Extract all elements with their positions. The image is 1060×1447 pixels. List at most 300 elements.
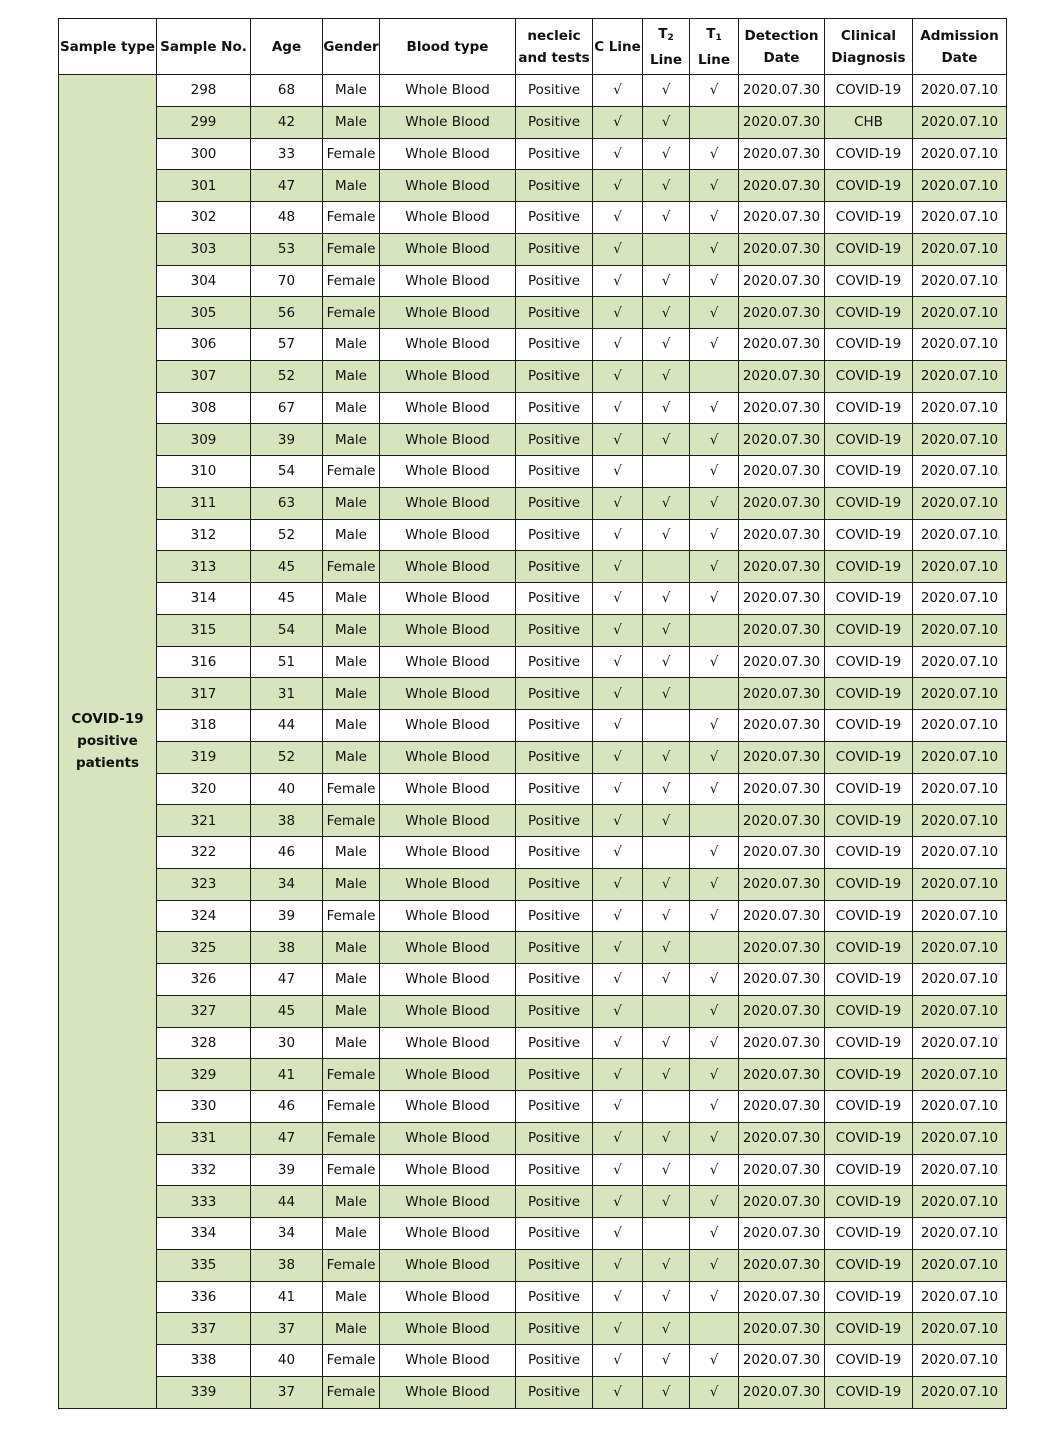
cell-nucleic-test: Positive — [516, 170, 593, 202]
cell-blood-type: Whole Blood — [380, 487, 516, 519]
cell-clinical-diagnosis: COVID-19 — [825, 773, 913, 805]
cell-blood-type: Whole Blood — [380, 1281, 516, 1313]
cell-gender: Male — [323, 837, 380, 869]
cell-t1-line — [690, 360, 739, 392]
table-row — [59, 964, 1007, 996]
cell-gender: Female — [323, 456, 380, 488]
cell-blood-type: Whole Blood — [380, 1027, 516, 1059]
cell-age: 45 — [251, 551, 323, 583]
header-age: Age — [251, 19, 323, 75]
cell-detection-date: 2020.07.30 — [739, 138, 825, 170]
cell-detection-date: 2020.07.30 — [739, 75, 825, 107]
cell-t2-line: √ — [643, 614, 690, 646]
header-gender: Gender — [323, 19, 380, 75]
cell-blood-type: Whole Blood — [380, 360, 516, 392]
cell-nucleic-test: Positive — [516, 138, 593, 170]
cell-c-line: √ — [593, 837, 643, 869]
cell-admission-date: 2020.07.10 — [913, 1281, 1007, 1313]
cell-age: 57 — [251, 329, 323, 361]
cell-blood-type: Whole Blood — [380, 392, 516, 424]
cell-gender: Male — [323, 75, 380, 107]
cell-t1-line: √ — [690, 900, 739, 932]
cell-c-line: √ — [593, 900, 643, 932]
cell-admission-date: 2020.07.10 — [913, 1249, 1007, 1281]
cell-sample-no: 330 — [157, 1091, 251, 1123]
cell-sample-no: 334 — [157, 1218, 251, 1250]
cell-admission-date: 2020.07.10 — [913, 75, 1007, 107]
cell-nucleic-test: Positive — [516, 868, 593, 900]
cell-t1-line: √ — [690, 456, 739, 488]
cell-gender: Male — [323, 1186, 380, 1218]
cell-age: 39 — [251, 900, 323, 932]
cell-age: 31 — [251, 678, 323, 710]
sample-type-group — [59, 75, 157, 1409]
cell-blood-type: Whole Blood — [380, 1376, 516, 1408]
cell-t2-line — [643, 710, 690, 742]
cell-nucleic-test: Positive — [516, 487, 593, 519]
cell-sample-no: 307 — [157, 360, 251, 392]
cell-t2-line: √ — [643, 1186, 690, 1218]
cell-sample-no: 305 — [157, 297, 251, 329]
table-row — [59, 710, 1007, 742]
cell-nucleic-test: Positive — [516, 932, 593, 964]
cell-age: 41 — [251, 1059, 323, 1091]
cell-gender: Female — [323, 900, 380, 932]
table-row — [59, 646, 1007, 678]
cell-t1-line: √ — [690, 1059, 739, 1091]
table-row — [59, 805, 1007, 837]
cell-t2-line: √ — [643, 329, 690, 361]
cell-t2-line: √ — [643, 170, 690, 202]
cell-nucleic-test: Positive — [516, 297, 593, 329]
cell-t1-line: √ — [690, 964, 739, 996]
cell-admission-date: 2020.07.10 — [913, 1218, 1007, 1250]
table-row — [59, 360, 1007, 392]
cell-t2-line: √ — [643, 106, 690, 138]
table-row — [59, 487, 1007, 519]
cell-detection-date: 2020.07.30 — [739, 456, 825, 488]
cell-detection-date: 2020.07.30 — [739, 837, 825, 869]
cell-c-line: √ — [593, 964, 643, 996]
cell-c-line: √ — [593, 1186, 643, 1218]
cell-gender: Male — [323, 424, 380, 456]
cell-detection-date: 2020.07.30 — [739, 773, 825, 805]
cell-clinical-diagnosis: COVID-19 — [825, 519, 913, 551]
cell-nucleic-test: Positive — [516, 741, 593, 773]
cell-clinical-diagnosis: COVID-19 — [825, 297, 913, 329]
cell-t1-line — [690, 614, 739, 646]
cell-admission-date: 2020.07.10 — [913, 583, 1007, 615]
cell-clinical-diagnosis: COVID-19 — [825, 392, 913, 424]
cell-blood-type: Whole Blood — [380, 995, 516, 1027]
cell-gender: Male — [323, 868, 380, 900]
cell-age: 37 — [251, 1376, 323, 1408]
cell-t2-line: √ — [643, 75, 690, 107]
cell-clinical-diagnosis: COVID-19 — [825, 265, 913, 297]
header-t1-line: $T_1$ Line — [690, 19, 739, 75]
cell-sample-no: 301 — [157, 170, 251, 202]
cell-t1-line: √ — [690, 773, 739, 805]
cell-blood-type: Whole Blood — [380, 773, 516, 805]
table-row — [59, 138, 1007, 170]
cell-clinical-diagnosis: COVID-19 — [825, 932, 913, 964]
cell-blood-type: Whole Blood — [380, 1345, 516, 1377]
cell-c-line: √ — [593, 710, 643, 742]
cell-c-line: √ — [593, 202, 643, 234]
cell-admission-date: 2020.07.10 — [913, 1059, 1007, 1091]
cell-detection-date: 2020.07.30 — [739, 1281, 825, 1313]
cell-sample-no: 317 — [157, 678, 251, 710]
cell-nucleic-test: Positive — [516, 360, 593, 392]
cell-nucleic-test: Positive — [516, 456, 593, 488]
cell-t1-line: √ — [690, 868, 739, 900]
cell-sample-no: 329 — [157, 1059, 251, 1091]
cell-admission-date: 2020.07.10 — [913, 646, 1007, 678]
cell-nucleic-test: Positive — [516, 646, 593, 678]
table-row — [59, 1059, 1007, 1091]
cell-blood-type: Whole Blood — [380, 1122, 516, 1154]
cell-t2-line — [643, 233, 690, 265]
cell-clinical-diagnosis: COVID-19 — [825, 868, 913, 900]
cell-detection-date: 2020.07.30 — [739, 202, 825, 234]
cell-clinical-diagnosis: COVID-19 — [825, 170, 913, 202]
cell-blood-type: Whole Blood — [380, 138, 516, 170]
cell-c-line: √ — [593, 297, 643, 329]
cell-detection-date: 2020.07.30 — [739, 1313, 825, 1345]
cell-blood-type: Whole Blood — [380, 837, 516, 869]
cell-detection-date: 2020.07.30 — [739, 1059, 825, 1091]
cell-c-line: √ — [593, 1376, 643, 1408]
cell-gender: Female — [323, 773, 380, 805]
table-row — [59, 1218, 1007, 1250]
cell-c-line: √ — [593, 1091, 643, 1123]
cell-clinical-diagnosis: COVID-19 — [825, 1059, 913, 1091]
cell-c-line: √ — [593, 805, 643, 837]
header-c-line: C Line — [593, 19, 643, 75]
cell-gender: Male — [323, 360, 380, 392]
cell-clinical-diagnosis: COVID-19 — [825, 1154, 913, 1186]
table-row — [59, 1091, 1007, 1123]
table-row — [59, 900, 1007, 932]
cell-age: 53 — [251, 233, 323, 265]
cell-detection-date: 2020.07.30 — [739, 233, 825, 265]
cell-age: 40 — [251, 773, 323, 805]
cell-nucleic-test: Positive — [516, 1091, 593, 1123]
cell-clinical-diagnosis: COVID-19 — [825, 837, 913, 869]
cell-t2-line — [643, 1218, 690, 1250]
header-row — [59, 19, 1007, 75]
cell-t2-line: √ — [643, 487, 690, 519]
cell-gender: Male — [323, 170, 380, 202]
cell-gender: Male — [323, 329, 380, 361]
cell-clinical-diagnosis: COVID-19 — [825, 202, 913, 234]
cell-t2-line: √ — [643, 265, 690, 297]
cell-gender: Female — [323, 265, 380, 297]
cell-t1-line — [690, 932, 739, 964]
cell-t2-line: √ — [643, 964, 690, 996]
cell-t2-line: √ — [643, 1059, 690, 1091]
header-blood-type: Blood type — [380, 19, 516, 75]
cell-t2-line: √ — [643, 1345, 690, 1377]
cell-blood-type: Whole Blood — [380, 805, 516, 837]
cell-sample-no: 318 — [157, 710, 251, 742]
cell-sample-no: 308 — [157, 392, 251, 424]
cell-t1-line: √ — [690, 710, 739, 742]
cell-clinical-diagnosis: COVID-19 — [825, 741, 913, 773]
cell-age: 63 — [251, 487, 323, 519]
cell-clinical-diagnosis: COVID-19 — [825, 646, 913, 678]
cell-admission-date: 2020.07.10 — [913, 932, 1007, 964]
cell-c-line: √ — [593, 424, 643, 456]
cell-age: 46 — [251, 837, 323, 869]
cell-clinical-diagnosis: COVID-19 — [825, 233, 913, 265]
cell-admission-date: 2020.07.10 — [913, 678, 1007, 710]
cell-blood-type: Whole Blood — [380, 202, 516, 234]
cell-gender: Male — [323, 1281, 380, 1313]
cell-t2-line: √ — [643, 868, 690, 900]
cell-nucleic-test: Positive — [516, 773, 593, 805]
cell-t2-line: √ — [643, 1249, 690, 1281]
cell-sample-no: 326 — [157, 964, 251, 996]
cell-sample-no: 335 — [157, 1249, 251, 1281]
cell-nucleic-test: Positive — [516, 329, 593, 361]
cell-admission-date: 2020.07.10 — [913, 170, 1007, 202]
cell-age: 52 — [251, 519, 323, 551]
cell-gender: Male — [323, 1218, 380, 1250]
cell-c-line: √ — [593, 678, 643, 710]
cell-nucleic-test: Positive — [516, 1027, 593, 1059]
cell-gender: Female — [323, 138, 380, 170]
table-row — [59, 1313, 1007, 1345]
cell-age: 40 — [251, 1345, 323, 1377]
cell-t1-line: √ — [690, 646, 739, 678]
table-row — [59, 1281, 1007, 1313]
cell-gender: Male — [323, 1313, 380, 1345]
cell-blood-type: Whole Blood — [380, 741, 516, 773]
cell-t1-line: √ — [690, 392, 739, 424]
cell-gender: Male — [323, 932, 380, 964]
cell-blood-type: Whole Blood — [380, 1059, 516, 1091]
cell-nucleic-test: Positive — [516, 551, 593, 583]
cell-clinical-diagnosis: COVID-19 — [825, 1376, 913, 1408]
cell-sample-no: 311 — [157, 487, 251, 519]
cell-nucleic-test: Positive — [516, 837, 593, 869]
cell-age: 30 — [251, 1027, 323, 1059]
cell-t1-line: √ — [690, 1281, 739, 1313]
cell-t1-line — [690, 1313, 739, 1345]
cell-gender: Female — [323, 233, 380, 265]
cell-t1-line: √ — [690, 297, 739, 329]
cell-c-line: √ — [593, 741, 643, 773]
cell-t1-line: √ — [690, 75, 739, 107]
cell-age: 34 — [251, 1218, 323, 1250]
cell-gender: Male — [323, 1027, 380, 1059]
table-row — [59, 75, 1007, 107]
cell-admission-date: 2020.07.10 — [913, 837, 1007, 869]
cell-age: 44 — [251, 710, 323, 742]
cell-gender: Male — [323, 519, 380, 551]
cell-detection-date: 2020.07.30 — [739, 1345, 825, 1377]
cell-nucleic-test: Positive — [516, 202, 593, 234]
table-row — [59, 583, 1007, 615]
cell-t2-line — [643, 551, 690, 583]
cell-detection-date: 2020.07.30 — [739, 678, 825, 710]
cell-clinical-diagnosis: COVID-19 — [825, 75, 913, 107]
cell-sample-no: 331 — [157, 1122, 251, 1154]
cell-sample-no: 323 — [157, 868, 251, 900]
cell-t1-line: √ — [690, 329, 739, 361]
cell-t1-line: √ — [690, 1122, 739, 1154]
cell-sample-no: 319 — [157, 741, 251, 773]
cell-detection-date: 2020.07.30 — [739, 932, 825, 964]
table-row — [59, 995, 1007, 1027]
cell-clinical-diagnosis: COVID-19 — [825, 551, 913, 583]
cell-sample-no: 302 — [157, 202, 251, 234]
cell-detection-date: 2020.07.30 — [739, 583, 825, 615]
table-row — [59, 106, 1007, 138]
cell-nucleic-test: Positive — [516, 1186, 593, 1218]
table-row — [59, 456, 1007, 488]
cell-t2-line: √ — [643, 583, 690, 615]
cell-clinical-diagnosis: COVID-19 — [825, 1313, 913, 1345]
sample-type-group-label: positive — [77, 733, 138, 750]
cell-sample-no: 322 — [157, 837, 251, 869]
cell-admission-date: 2020.07.10 — [913, 773, 1007, 805]
cell-admission-date: 2020.07.10 — [913, 868, 1007, 900]
cell-clinical-diagnosis: COVID-19 — [825, 995, 913, 1027]
cell-gender: Male — [323, 678, 380, 710]
cell-c-line: √ — [593, 995, 643, 1027]
cell-gender: Female — [323, 1122, 380, 1154]
cell-blood-type: Whole Blood — [380, 265, 516, 297]
cell-c-line: √ — [593, 583, 643, 615]
cell-sample-no: 336 — [157, 1281, 251, 1313]
cell-age: 46 — [251, 1091, 323, 1123]
cell-admission-date: 2020.07.10 — [913, 329, 1007, 361]
cell-admission-date: 2020.07.10 — [913, 805, 1007, 837]
cell-blood-type: Whole Blood — [380, 551, 516, 583]
cell-c-line: √ — [593, 614, 643, 646]
cell-c-line: √ — [593, 1154, 643, 1186]
cell-clinical-diagnosis: COVID-19 — [825, 1122, 913, 1154]
cell-clinical-diagnosis: COVID-19 — [825, 138, 913, 170]
cell-detection-date: 2020.07.30 — [739, 964, 825, 996]
cell-age: 56 — [251, 297, 323, 329]
cell-t1-line: √ — [690, 487, 739, 519]
table-row — [59, 678, 1007, 710]
cell-gender: Male — [323, 487, 380, 519]
cell-t2-line: √ — [643, 138, 690, 170]
table-row — [59, 837, 1007, 869]
cell-admission-date: 2020.07.10 — [913, 233, 1007, 265]
cell-t1-line: √ — [690, 551, 739, 583]
cell-nucleic-test: Positive — [516, 678, 593, 710]
table-row — [59, 297, 1007, 329]
cell-t1-line: √ — [690, 233, 739, 265]
cell-t2-line: √ — [643, 646, 690, 678]
cell-gender: Female — [323, 202, 380, 234]
cell-clinical-diagnosis: COVID-19 — [825, 456, 913, 488]
cell-admission-date: 2020.07.10 — [913, 551, 1007, 583]
cell-t2-line — [643, 1091, 690, 1123]
cell-gender: Female — [323, 805, 380, 837]
cell-t2-line: √ — [643, 900, 690, 932]
cell-t2-line: √ — [643, 392, 690, 424]
cell-clinical-diagnosis: COVID-19 — [825, 900, 913, 932]
cell-detection-date: 2020.07.30 — [739, 424, 825, 456]
cell-blood-type: Whole Blood — [380, 646, 516, 678]
cell-c-line: √ — [593, 329, 643, 361]
cell-nucleic-test: Positive — [516, 1218, 593, 1250]
cell-detection-date: 2020.07.30 — [739, 487, 825, 519]
table-row — [59, 1027, 1007, 1059]
cell-detection-date: 2020.07.30 — [739, 519, 825, 551]
cell-nucleic-test: Positive — [516, 995, 593, 1027]
cell-age: 70 — [251, 265, 323, 297]
cell-detection-date: 2020.07.30 — [739, 297, 825, 329]
cell-detection-date: 2020.07.30 — [739, 614, 825, 646]
cell-detection-date: 2020.07.30 — [739, 1186, 825, 1218]
cell-t2-line — [643, 837, 690, 869]
table-row — [59, 614, 1007, 646]
table-body — [59, 75, 1007, 1409]
cell-t2-line: √ — [643, 678, 690, 710]
cell-gender: Male — [323, 392, 380, 424]
cell-sample-no: 314 — [157, 583, 251, 615]
cell-clinical-diagnosis: COVID-19 — [825, 1091, 913, 1123]
cell-c-line: √ — [593, 392, 643, 424]
cell-c-line: √ — [593, 1313, 643, 1345]
cell-c-line: √ — [593, 233, 643, 265]
cell-admission-date: 2020.07.10 — [913, 1122, 1007, 1154]
cell-t1-line: √ — [690, 837, 739, 869]
cell-c-line: √ — [593, 360, 643, 392]
cell-gender: Male — [323, 614, 380, 646]
cell-t2-line — [643, 456, 690, 488]
cell-t1-line: √ — [690, 424, 739, 456]
cell-blood-type: Whole Blood — [380, 583, 516, 615]
cell-blood-type: Whole Blood — [380, 329, 516, 361]
cell-detection-date: 2020.07.30 — [739, 1027, 825, 1059]
header-t2-line: $T_2$ Line — [643, 19, 690, 75]
cell-blood-type: Whole Blood — [380, 170, 516, 202]
cell-detection-date: 2020.07.30 — [739, 805, 825, 837]
cell-nucleic-test: Positive — [516, 614, 593, 646]
cell-t1-line: √ — [690, 1186, 739, 1218]
cell-nucleic-test: Positive — [516, 1059, 593, 1091]
cell-c-line: √ — [593, 1249, 643, 1281]
cell-t1-line — [690, 106, 739, 138]
cell-blood-type: Whole Blood — [380, 456, 516, 488]
cell-t2-line: √ — [643, 773, 690, 805]
cell-nucleic-test: Positive — [516, 424, 593, 456]
cell-admission-date: 2020.07.10 — [913, 614, 1007, 646]
cell-sample-no: 316 — [157, 646, 251, 678]
cell-admission-date: 2020.07.10 — [913, 964, 1007, 996]
table-row — [59, 424, 1007, 456]
cell-detection-date: 2020.07.30 — [739, 1218, 825, 1250]
cell-gender: Female — [323, 1376, 380, 1408]
cell-gender: Male — [323, 710, 380, 742]
cell-detection-date: 2020.07.30 — [739, 106, 825, 138]
cell-detection-date: 2020.07.30 — [739, 741, 825, 773]
cell-clinical-diagnosis: COVID-19 — [825, 1027, 913, 1059]
cell-sample-no: 298 — [157, 75, 251, 107]
cell-age: 41 — [251, 1281, 323, 1313]
cell-blood-type: Whole Blood — [380, 1091, 516, 1123]
table-row — [59, 741, 1007, 773]
cell-nucleic-test: Positive — [516, 75, 593, 107]
